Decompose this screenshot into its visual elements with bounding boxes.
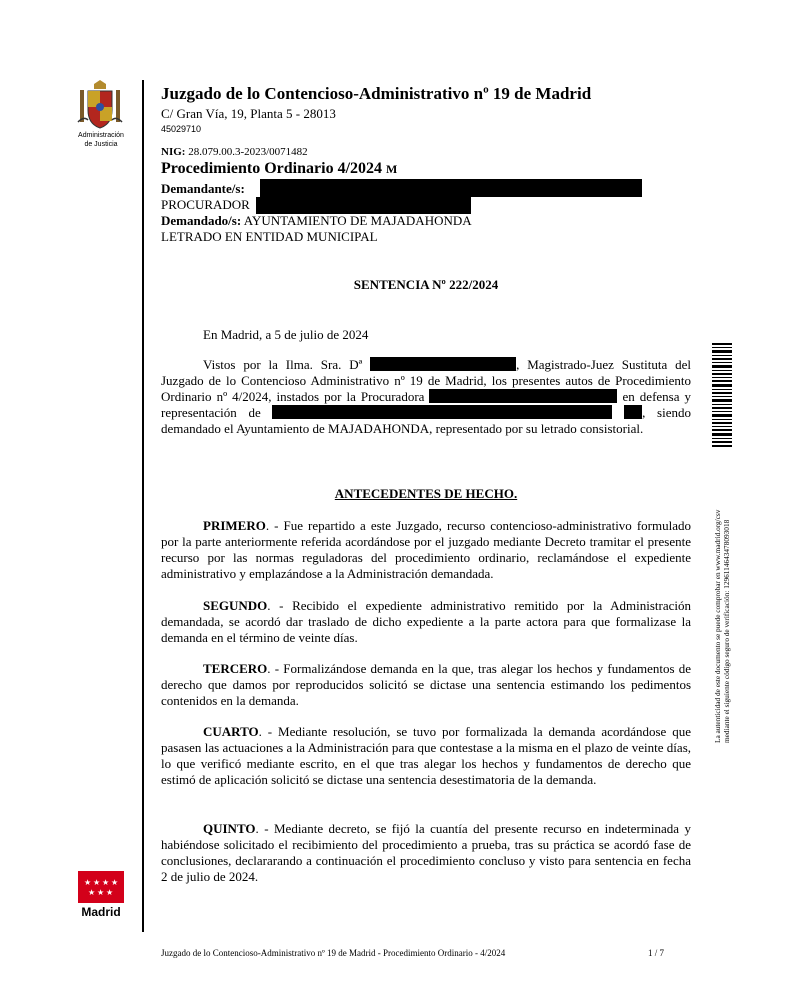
lawyer-line: LETRADO EN ENTIDAD MUNICIPAL <box>161 229 378 244</box>
svg-text:La autenticidad de este docume: La autenticidad de este documento se puede comprobar en www.madrid.org/csv <box>713 509 722 743</box>
paragraph-cuarto: CUARTO. - Mediante resolución, se tuvo por formalizada la demanda acordándose que pasasen las actuaciones a la Administración para que contestase a la misma en el plazo de veinte días, lo que verificó mediante escrito, en el que tras alegar los hechos y fundamentos de derecho que estimó de aplicación solicitó se dictase una sentencia desestimatoria de la demanda. <box>161 724 691 787</box>
paragraph-quinto: QUINTO. - Mediante decreto, se fijó la cuantía del presente recurso en indeterminada y habiéndose solicitado el recibimiento del procedimiento a prueba, tras su práctica se acordó fase de conclusiones, declararando a continuación el procedimiento concluso y visto para sentencia en fecha 2 de julio de 2024. <box>161 821 691 884</box>
procedure-title: Procedimiento Ordinario 4/2024 M <box>161 160 398 177</box>
page-number: 1 / 7 <box>648 948 665 958</box>
procurador-label: PROCURADOR <box>161 197 250 212</box>
procurador-line <box>161 197 250 212</box>
svg-text:★: ★ <box>88 888 96 897</box>
defendant-label: Demandado/s: <box>161 213 242 228</box>
svg-text:★: ★ <box>102 878 110 887</box>
barcode-icon <box>712 343 732 448</box>
svg-text:★: ★ <box>93 878 101 887</box>
redaction-block <box>370 357 516 371</box>
madrid-label: Madrid <box>81 905 121 919</box>
svg-text:★: ★ <box>84 878 92 887</box>
place-date: En Madrid, a 5 de julio de 2024 <box>203 327 369 342</box>
coat-of-arms-icon <box>76 80 124 132</box>
svg-text:★: ★ <box>106 888 114 897</box>
court-name: Juzgado de lo Contencioso-Administrativo nº 19 de Madrid <box>161 84 592 103</box>
court-address: C/ Gran Vía, 19, Planta 5 - 28013 <box>161 106 336 121</box>
margin-rule <box>142 80 144 932</box>
section-heading: ANTECEDENTES DE HECHO. <box>334 486 518 501</box>
verification-text <box>712 458 734 743</box>
redaction-block <box>429 389 617 403</box>
court-code: 45029710 <box>161 124 202 134</box>
nig-line <box>161 146 308 158</box>
madrid-flag-icon <box>78 871 124 903</box>
defendant-line <box>161 213 472 228</box>
vistos-paragraph: Vistos por la Ilma. Sra. Dª , Magistrado-Juez Sustituta del Juzgado de lo Contencioso Administrativo nº 19 de Madrid, los presentes autos de Procedimiento Ordinario nº 4/2024, instados por la Procuradora en defensa y representación de , siendo demandado el Ayuntamiento de MAJADAHONDA, representado por su letrado consistorial. <box>161 357 692 436</box>
paragraph-segundo: SEGUNDO. - Recibido el expediente administrativo remitido por la Administración demandada, se acordó dar traslado de dicho expediente a la parte actora para que formalizase la demanda en el término de veinte días. <box>161 598 691 645</box>
footer-text: Juzgado de lo Contencioso-Administrativo nº 19 de Madrid - Procedimiento Ordinario - 4/2024 <box>161 948 506 958</box>
paragraph-primero: PRIMERO. - Fue repartido a este Juzgado, recurso contencioso-administrativo formulado por la parte anteriormente referida acordándose por el juzgado mediante Decreto tramitar el presente recurso por las normas reguladoras del procedimiento ordinario, reclamándose el expediente administrativo y emplazándose a la Administración demandada. <box>161 518 691 581</box>
redaction-block <box>256 197 471 214</box>
svg-text:★: ★ <box>97 888 105 897</box>
admin-justicia-label: Administración de Justicia <box>78 132 124 148</box>
svg-text:★: ★ <box>111 878 119 887</box>
redaction-block <box>260 179 642 197</box>
nig-label: NIG: <box>161 146 186 158</box>
redaction-block <box>624 405 642 419</box>
svg-text:mediante el siguiente código s: mediante el siguiente código seguro de verificación: 1296114643478093018 <box>722 519 731 743</box>
sentence-title: SENTENCIA Nº 222/2024 <box>353 277 499 292</box>
paragraph-tercero: TERCERO. - Formalizándose demanda en la que, tras alegar los hechos y fundamentos de derecho que damos por reproducidos solicitó se dictase una sentencia estimando los pedimentos contenidos en la demanda. <box>161 661 691 708</box>
redaction-block <box>272 405 612 419</box>
plaintiff-label: Demandante/s: <box>161 181 245 196</box>
plaintiff-line <box>161 181 245 196</box>
nig-value: 28.079.00.3-2023/0071482 <box>188 146 308 158</box>
defendant-value: AYUNTAMIENTO DE MAJADAHONDA <box>243 213 472 228</box>
